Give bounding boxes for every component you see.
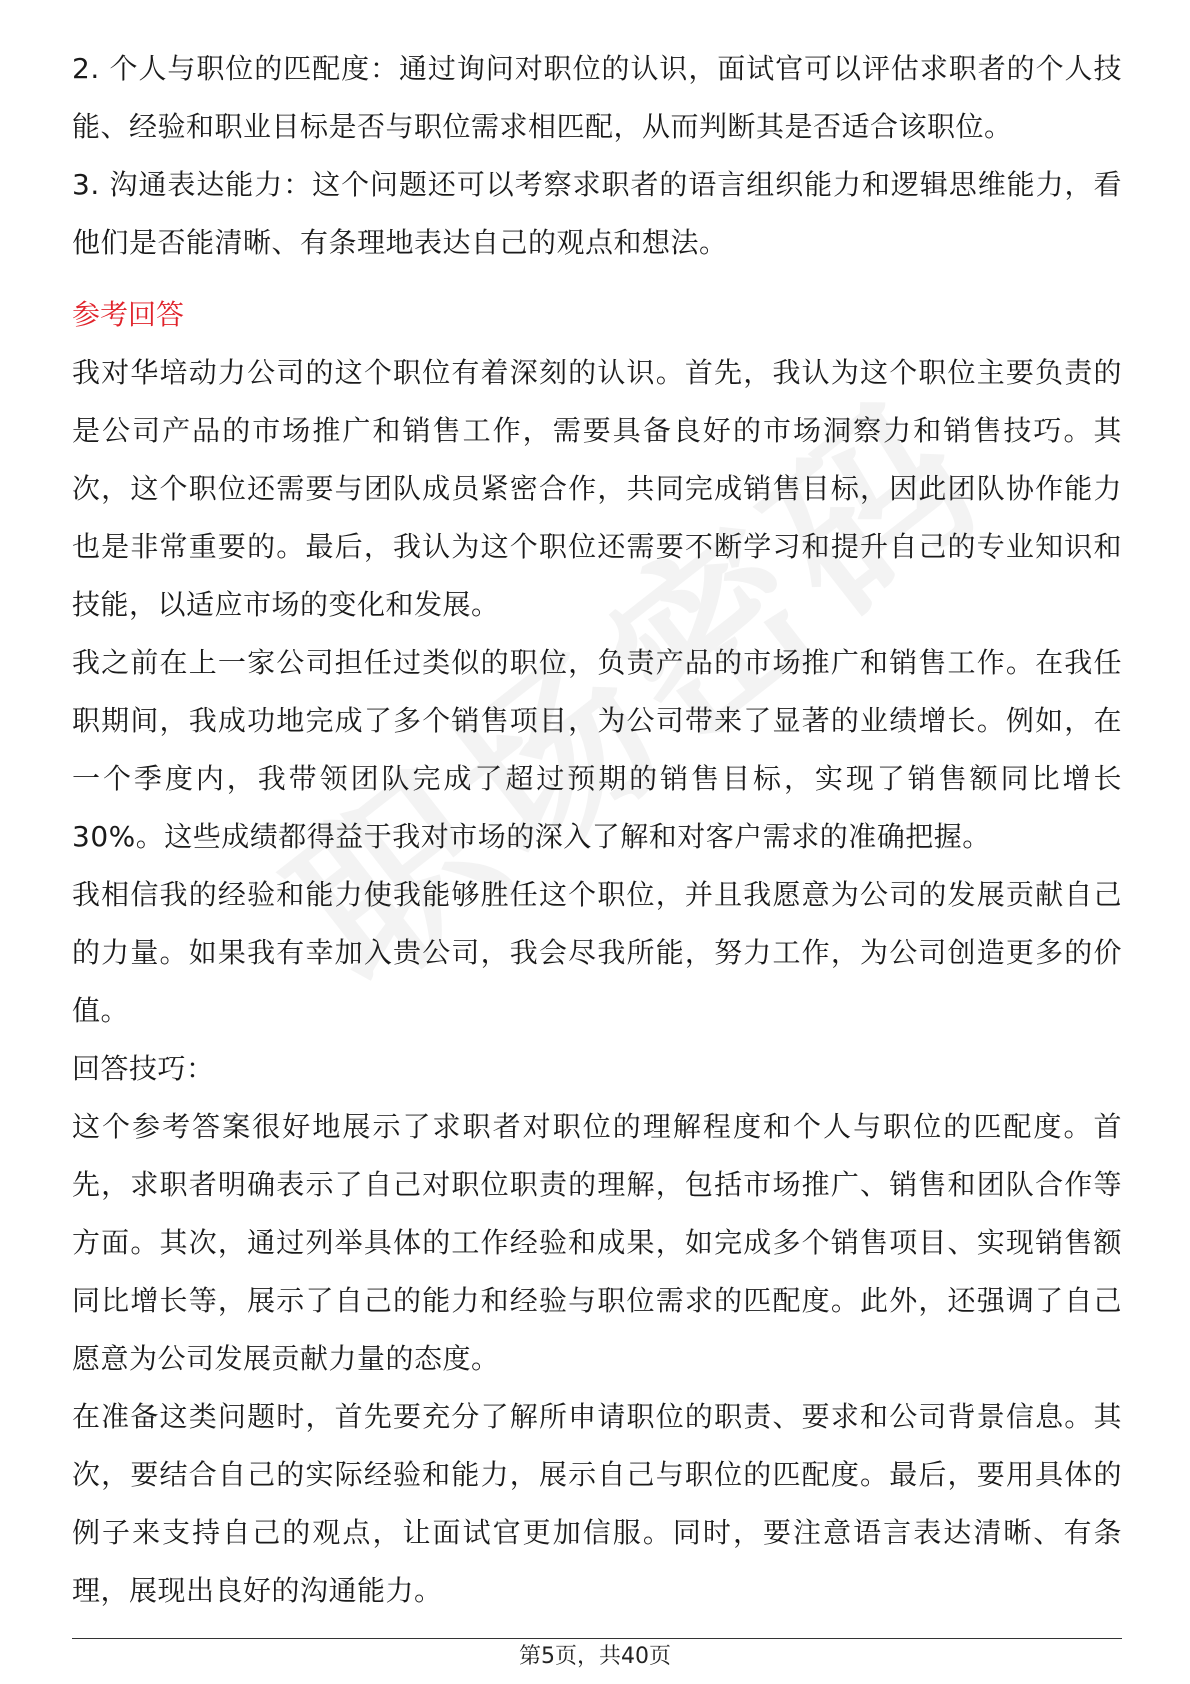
intro-point-3: 3. 沟通表达能力：这个问题还可以考察求职者的语言组织能力和逻辑思维能力，看他们是否能清晰、有条理地表达自己的观点和想法。	[72, 168, 1122, 259]
footer-divider	[72, 1638, 1122, 1639]
tips-paragraph: 在准备这类问题时，首先要充分了解所申请职位的职责、要求和公司背景信息。其次，要结合自己的实际经验和能力，展示自己与职位的匹配度。最后，要用具体的例子来支持自己的观点，让面试官更加信服。同时，要注意语言表达清晰、有条理，展现出良好的沟通能力。	[72, 1400, 1122, 1607]
page-number: 第5页，共40页	[519, 1644, 671, 1669]
reference-answer-paragraph: 我相信我的经验和能力使我能够胜任这个职位，并且我愿意为公司的发展贡献自己的力量。如果我有幸加入贵公司，我会尽我所能，努力工作，为公司创造更多的价值。	[72, 878, 1122, 1027]
reference-answer-heading: 参考回答	[72, 298, 185, 331]
reference-answer-paragraph: 我之前在上一家公司担任过类似的职位，负责产品的市场推广和销售工作。在我任职期间，我成功地完成了多个销售项目，为公司带来了显著的业绩增长。例如，在一个季度内，我带领团队完成了超过预期的销售目标，实现了销售额同比增长30%。这些成绩都得益于我对市场的深入了解和对客户需求的准确把握。	[72, 646, 1122, 853]
tips-heading: 回答技巧：	[72, 1052, 215, 1085]
tips-paragraph: 这个参考答案很好地展示了求职者对职位的理解程度和个人与职位的匹配度。首先，求职者明确表示了自己对职位职责的理解，包括市场推广、销售和团队合作等方面。其次，通过列举具体的工作经验和成果，如完成多个销售项目、实现销售额同比增长等，展示了自己的能力和经验与职位需求的匹配度。此外，还强调了自己愿意为公司发展贡献力量的态度。	[72, 1110, 1122, 1375]
intro-point-2: 2. 个人与职位的匹配度：通过询问对职位的认识，面试官可以评估求职者的个人技能、经验和职业目标是否与职位需求相匹配，从而判断其是否适合该职位。	[72, 52, 1122, 143]
document-page	[72, 40, 1122, 1620]
reference-answer-paragraph: 我对华培动力公司的这个职位有着深刻的认识。首先，我认为这个职位主要负责的是公司产品的市场推广和销售工作，需要具备良好的市场洞察力和销售技巧。其次，这个职位还需要与团队成员紧密合作，共同完成销售目标，因此团队协作能力也是非常重要的。最后，我认为这个职位还需要不断学习和提升自己的专业知识和技能，以适应市场的变化和发展。	[72, 356, 1122, 621]
